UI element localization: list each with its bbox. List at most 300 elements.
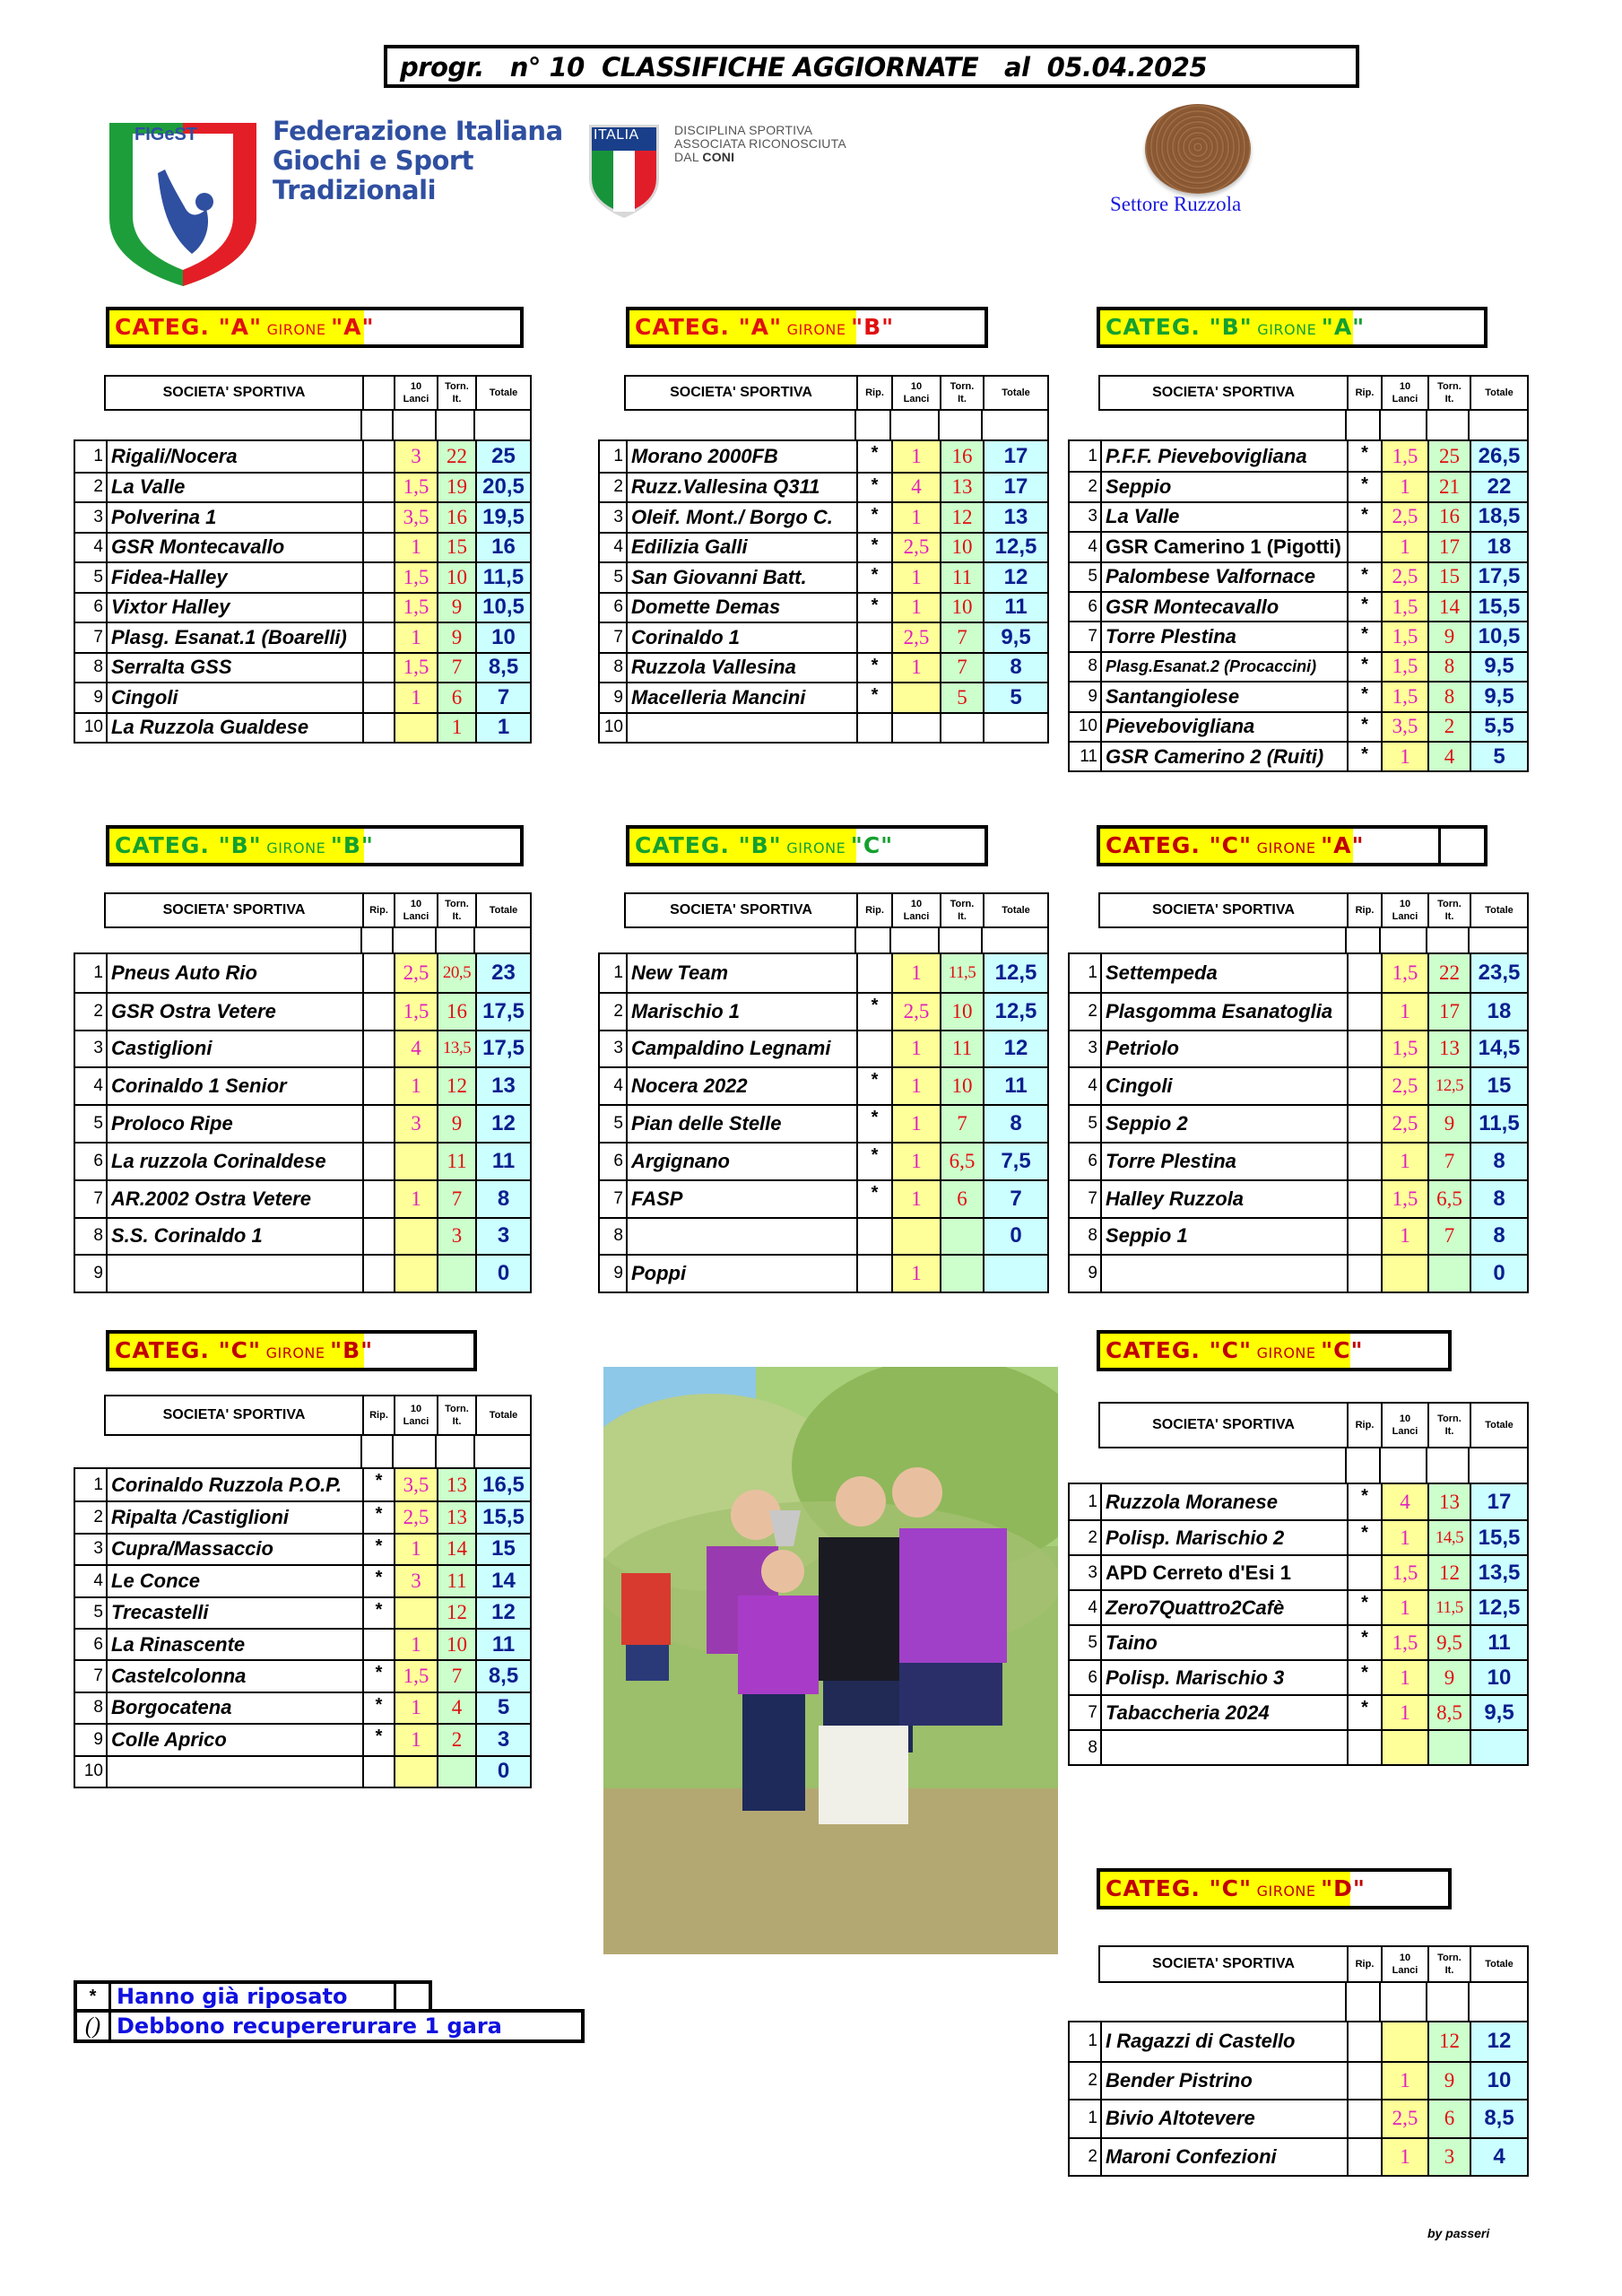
total-score-cell: 0 — [1470, 1256, 1527, 1292]
team-name-cell: Taino — [1100, 1626, 1347, 1659]
lanci-score-cell: 1,5 — [394, 994, 437, 1030]
position-cell: 3 — [93, 1539, 103, 1559]
table-spacer — [360, 409, 532, 439]
girone-letter: "B" — [330, 832, 374, 858]
tornei-score-cell: 13 — [1427, 1484, 1470, 1519]
team-name-cell: Corinaldo 1 — [626, 623, 856, 652]
position-cell: 7 — [613, 1188, 623, 1208]
position-cell: 9 — [93, 1729, 103, 1749]
table-spacer — [1345, 409, 1529, 439]
lanci-score-cell: 2,5 — [1381, 563, 1427, 591]
rested-cell: * — [856, 594, 891, 622]
girone-letter: "A" — [1321, 314, 1366, 340]
spacer-cell — [435, 409, 473, 439]
lanci-score-cell: 1 — [1381, 473, 1427, 500]
table-row — [75, 592, 530, 622]
position-cell: 2 — [1088, 477, 1097, 497]
table-row — [1070, 1694, 1527, 1729]
table-header-a-a — [104, 375, 532, 411]
table-row — [1070, 2099, 1527, 2137]
lanci-score-cell: 1,5 — [1381, 653, 1427, 681]
total-score-cell: 8 — [1470, 1181, 1527, 1217]
lanci-score-cell: 3 — [394, 1106, 437, 1142]
column-header-totale: Totale — [475, 894, 530, 926]
position-cell: 1 — [1088, 2109, 1097, 2128]
girone-letter: "D" — [1321, 1875, 1366, 1901]
tornei-score-cell: 10 — [940, 994, 983, 1030]
spacer-cell — [854, 926, 889, 952]
rested-cell: * — [1347, 743, 1381, 770]
position-cell: 1 — [1088, 962, 1097, 982]
team-name-cell: GSR Camerino 1 (Pigotti) — [1100, 533, 1347, 561]
category-name: CATEG. "A" — [635, 314, 783, 340]
category-label-text — [1106, 1875, 1366, 1901]
total-score-cell: 15 — [475, 1535, 530, 1564]
rested-cell — [362, 994, 394, 1030]
column-header-totale: Totale — [1470, 377, 1527, 409]
rested-cell — [1347, 1106, 1381, 1142]
team-name-cell: Plasg. Esanat.1 (Boarelli) — [106, 623, 362, 652]
lanci-score-cell: 4 — [891, 474, 940, 502]
table-row — [600, 712, 1047, 743]
table-row — [75, 1533, 530, 1564]
position-cell: 8 — [93, 1698, 103, 1718]
table-row — [75, 622, 530, 652]
category-label-text — [115, 314, 375, 340]
table-row — [1070, 1066, 1527, 1104]
girone-word: GIRONE — [261, 1344, 331, 1361]
team-name-cell: Poppi — [626, 1256, 856, 1292]
team-name-cell: La Ruzzola Gualdese — [106, 714, 362, 743]
table-row — [1070, 1104, 1527, 1142]
column-header-totale: Totale — [983, 377, 1047, 409]
rested-cell: * — [362, 1502, 394, 1532]
tornei-score-cell: 11 — [437, 1144, 475, 1179]
table-row — [1070, 621, 1527, 650]
table-spacer — [1345, 926, 1529, 952]
total-score-cell: 0 — [475, 1757, 530, 1787]
table-row — [75, 1659, 530, 1691]
recover-symbol: () — [77, 2013, 111, 2039]
tornei-score-cell: 21 — [1427, 473, 1470, 500]
title-box — [384, 45, 1359, 88]
team-name-cell: La ruzzola Corinaldese — [106, 1144, 362, 1179]
table-row — [1070, 531, 1527, 561]
column-header-totale: Totale — [983, 894, 1047, 926]
coni-badge: ITALIA — [594, 127, 639, 143]
position-cell: 3 — [613, 1039, 623, 1058]
tornei-score-cell: 5 — [940, 683, 983, 712]
table-row — [600, 1066, 1047, 1104]
position-cell: 8 — [93, 657, 103, 677]
total-score-cell: 14 — [475, 1566, 530, 1596]
position-cell: 10 — [83, 718, 103, 737]
total-score-cell: 9,5 — [1470, 683, 1527, 710]
column-header-lanci: 10 Lanci — [1381, 894, 1427, 926]
total-score-cell: 12,5 — [983, 954, 1047, 992]
position-cell: 3 — [1088, 1039, 1097, 1058]
table-row — [1070, 1484, 1527, 1519]
team-name-cell: Nocera 2022 — [626, 1068, 856, 1104]
spacer-cell — [981, 409, 1049, 439]
tornei-score-cell: 12,5 — [1427, 1068, 1470, 1104]
rested-cell — [1347, 1031, 1381, 1067]
tornei-score-cell: 6,5 — [940, 1144, 983, 1179]
total-score-cell: 10,5 — [1470, 622, 1527, 650]
position-cell: 2 — [613, 1001, 623, 1021]
rested-cell — [362, 1219, 394, 1255]
rested-cell — [856, 714, 891, 743]
spacer-cell — [1468, 1447, 1529, 1483]
tornei-score-cell — [437, 1256, 475, 1292]
column-header-torn: Torn. It. — [437, 894, 475, 926]
tornei-score-cell: 20,5 — [437, 954, 475, 992]
coni-line-bold: CONI — [702, 150, 735, 164]
tornei-score-cell: 17 — [1427, 994, 1470, 1030]
total-score-cell: 17 — [1470, 1484, 1527, 1519]
table-row — [600, 682, 1047, 712]
tornei-score-cell: 10 — [940, 1068, 983, 1104]
team-name-cell: Corinaldo 1 Senior — [106, 1068, 362, 1104]
table-spacer — [1345, 1447, 1529, 1483]
category-label-a-a — [106, 307, 524, 348]
total-score-cell: 18 — [1470, 994, 1527, 1030]
total-score-cell: 11 — [475, 1630, 530, 1659]
position-cell: 9 — [613, 1264, 623, 1283]
column-header-torn: Torn. It. — [437, 1396, 475, 1434]
position-cell: 7 — [1088, 627, 1097, 647]
rested-cell: * — [856, 654, 891, 683]
position-cell: 2 — [93, 477, 103, 497]
team-name-cell: GSR Montecavallo — [1100, 593, 1347, 621]
column-header-totale: Totale — [475, 377, 530, 409]
tornei-score-cell: 7 — [1427, 1144, 1470, 1179]
lanci-score-cell: 1 — [394, 1068, 437, 1104]
rested-cell: * — [1347, 441, 1381, 471]
rested-cell — [362, 1068, 394, 1104]
position-cell: 4 — [1088, 1597, 1097, 1617]
lanci-score-cell: 4 — [1381, 1484, 1427, 1519]
spacer-cell — [360, 409, 392, 439]
lanci-score-cell — [891, 683, 940, 712]
table-row — [1070, 2022, 1527, 2061]
lanci-score-cell: 1,5 — [1381, 622, 1427, 650]
lanci-score-cell: 1,5 — [1381, 441, 1427, 471]
lanci-score-cell — [394, 1219, 437, 1255]
category-label-text — [635, 832, 893, 858]
table-header-c-b — [104, 1395, 532, 1436]
total-score-cell: 12 — [475, 1598, 530, 1628]
table-row — [1070, 681, 1527, 710]
tornei-score-cell: 12 — [1427, 2022, 1470, 2061]
coni-line-prefix: DAL — [674, 150, 703, 164]
total-score-cell: 18 — [1470, 533, 1527, 561]
team-name-cell — [1100, 1256, 1347, 1292]
tornei-score-cell: 3 — [437, 1219, 475, 1255]
tornei-score-cell: 1 — [437, 714, 475, 743]
lanci-score-cell: 1 — [394, 534, 437, 562]
team-name-cell: Castiglioni — [106, 1031, 362, 1067]
team-name-cell: Petriolo — [1100, 1031, 1347, 1067]
tornei-score-cell: 16 — [1427, 503, 1470, 531]
standings-table-a-b — [598, 439, 1049, 744]
team-name-cell: Rigali/Nocera — [106, 441, 362, 472]
rested-cell — [856, 623, 891, 652]
rested-cell: * — [856, 683, 891, 712]
position-cell: 6 — [613, 597, 623, 617]
tornei-score-cell — [940, 714, 983, 743]
lanci-score-cell: 4 — [394, 1031, 437, 1067]
tornei-score-cell: 9 — [1427, 1661, 1470, 1694]
lanci-score-cell: 1,5 — [394, 654, 437, 683]
spacer-cell — [392, 1434, 435, 1467]
table-row — [75, 1104, 530, 1142]
rested-cell — [1347, 1556, 1381, 1589]
team-name-cell: La Valle — [1100, 503, 1347, 531]
table-spacer — [360, 926, 532, 952]
column-header-torn: Torn. It. — [1427, 894, 1470, 926]
rested-cell — [362, 1031, 394, 1067]
team-name-cell: Bender Pistrino — [1100, 2063, 1347, 2100]
total-score-cell: 7 — [475, 683, 530, 712]
table-row — [75, 1030, 530, 1067]
rested-cell — [362, 1757, 394, 1787]
total-score-cell: 15,5 — [1470, 593, 1527, 621]
column-header-torn: Torn. It. — [940, 894, 983, 926]
figest-line: Giochi e Sport — [273, 145, 474, 176]
table-row — [600, 1254, 1047, 1292]
position-cell: 5 — [613, 567, 623, 587]
rested-cell: * — [362, 1693, 394, 1723]
column-header-rip: Rip. — [362, 1396, 394, 1434]
page-title: progr. n° 10 CLASSIFICHE AGGIORNATE al 05.04.2025 — [400, 52, 1208, 83]
total-score-cell: 23 — [475, 954, 530, 992]
lanci-score-cell: 2,5 — [1381, 1106, 1427, 1142]
team-name-cell: Trecastelli — [106, 1598, 362, 1628]
table-row — [75, 1066, 530, 1104]
tornei-score-cell: 9 — [1427, 2063, 1470, 2100]
position-cell: 9 — [613, 687, 623, 707]
table-row — [75, 652, 530, 683]
rested-cell — [362, 441, 394, 472]
spacer-cell — [473, 409, 532, 439]
lanci-score-cell: 1 — [394, 1630, 437, 1659]
category-name: CATEG. "C" — [1106, 832, 1253, 858]
column-header-rip: Rip. — [1347, 894, 1381, 926]
tornei-score-cell — [1427, 1731, 1470, 1764]
team-name-cell — [626, 714, 856, 743]
tornei-score-cell: 25 — [1427, 441, 1470, 471]
rested-cell: * — [856, 1068, 891, 1104]
team-name-cell: Cingoli — [106, 683, 362, 712]
lanci-score-cell: 1,5 — [1381, 1626, 1427, 1659]
column-header-name: SOCIETA' SPORTIVA — [162, 1407, 306, 1422]
position-cell: 2 — [93, 1508, 103, 1527]
lanci-score-cell — [891, 1219, 940, 1255]
team-name-cell: Seppio 2 — [1100, 1106, 1347, 1142]
position-cell: 5 — [613, 1114, 623, 1134]
category-label-text — [115, 1337, 373, 1363]
column-header-rip: Rip. — [856, 894, 891, 926]
spacer-cell — [1468, 926, 1529, 952]
lanci-score-cell: 1 — [1381, 994, 1427, 1030]
column-header-rip: Rip. — [1347, 377, 1381, 409]
lanci-score-cell — [394, 1256, 437, 1292]
total-score-cell: 12,5 — [1470, 1591, 1527, 1624]
lanci-score-cell: 1 — [891, 954, 940, 992]
lanci-score-cell — [1381, 1256, 1427, 1292]
tornei-score-cell: 13 — [437, 1469, 475, 1500]
lanci-score-cell: 1 — [1381, 1696, 1427, 1729]
total-score-cell: 4 — [1470, 2139, 1527, 2176]
rested-cell — [362, 1106, 394, 1142]
column-header-name: SOCIETA' SPORTIVA — [1152, 1417, 1295, 1432]
team-name-cell: Seppio 1 — [1100, 1219, 1347, 1255]
category-label-divider — [1438, 829, 1441, 863]
position-cell: 7 — [93, 627, 103, 647]
table-row — [600, 532, 1047, 562]
rested-cell: * — [856, 474, 891, 502]
team-name-cell: Castelcolonna — [106, 1661, 362, 1691]
lanci-score-cell: 1 — [1381, 2139, 1427, 2176]
position-cell: 6 — [1088, 1151, 1097, 1170]
lanci-score-cell: 1,5 — [1381, 1181, 1427, 1217]
tornei-score-cell: 7 — [437, 1181, 475, 1217]
position-cell: 2 — [93, 1001, 103, 1021]
position-cell: 4 — [613, 537, 623, 557]
lanci-score-cell: 1 — [1381, 533, 1427, 561]
total-score-cell: 12 — [983, 1031, 1047, 1067]
position-cell: 9 — [1088, 686, 1097, 706]
tornei-score-cell: 12 — [940, 503, 983, 532]
team-name-cell: GSR Camerino 2 (Ruiti) — [1100, 743, 1347, 770]
table-row — [600, 472, 1047, 502]
tornei-score-cell: 14 — [437, 1535, 475, 1564]
total-score-cell: 11 — [1470, 1626, 1527, 1659]
tornei-score-cell: 10 — [940, 534, 983, 562]
team-name-cell: Domette Demas — [626, 594, 856, 622]
team-name-cell: Tabaccheria 2024 — [1100, 1696, 1347, 1729]
tornei-score-cell — [437, 1757, 475, 1787]
table-row — [1070, 1142, 1527, 1179]
spacer-cell — [889, 409, 938, 439]
team-name-cell: Ripalta /Castiglioni — [106, 1502, 362, 1532]
column-header-totale: Totale — [1470, 1404, 1527, 1447]
total-score-cell: 13 — [475, 1068, 530, 1104]
table-row — [75, 1596, 530, 1628]
position-cell: 3 — [1088, 507, 1097, 526]
lanci-score-cell: 1,5 — [394, 474, 437, 502]
tornei-score-cell: 7 — [940, 623, 983, 652]
team-name-cell: Proloco Ripe — [106, 1106, 362, 1142]
tornei-score-cell: 10 — [940, 594, 983, 622]
spacer-cell — [1426, 1981, 1468, 2021]
lanci-score-cell: 1,5 — [1381, 683, 1427, 710]
position-cell: 6 — [93, 1634, 103, 1654]
column-header-totale: Totale — [1470, 1947, 1527, 1981]
table-row — [1070, 651, 1527, 681]
lanci-score-cell: 1 — [891, 503, 940, 532]
rested-cell — [362, 474, 394, 502]
category-name: CATEG. "A" — [115, 314, 263, 340]
table-row — [1070, 1589, 1527, 1624]
total-score-cell: 12 — [983, 563, 1047, 592]
position-cell: 5 — [1088, 567, 1097, 587]
tornei-score-cell: 4 — [1427, 743, 1470, 770]
spacer-cell — [1379, 1981, 1426, 2021]
position-cell: 4 — [1088, 536, 1097, 556]
credit: by passeri — [1427, 2226, 1490, 2240]
lanci-score-cell: 1 — [891, 1181, 940, 1217]
position-cell: 11 — [1080, 746, 1097, 766]
table-spacer — [854, 926, 1049, 952]
lanci-score-cell: 3 — [394, 1566, 437, 1596]
lanci-score-cell: 2,5 — [891, 534, 940, 562]
column-header-lanci: 10 Lanci — [1381, 377, 1427, 409]
table-row — [1070, 992, 1527, 1030]
column-header-lanci: 10 Lanci — [394, 377, 437, 409]
rested-cell: * — [1347, 563, 1381, 591]
total-score-cell: 11 — [983, 594, 1047, 622]
position-cell: 3 — [613, 507, 623, 526]
position-cell: 6 — [93, 597, 103, 617]
position-cell: 7 — [613, 627, 623, 647]
table-row — [1070, 1554, 1527, 1589]
position-cell: 10 — [83, 1761, 103, 1781]
total-score-cell: 10 — [475, 623, 530, 652]
team-name-cell: Pian delle Stelle — [626, 1106, 856, 1142]
girone-word: GIRONE — [262, 321, 332, 338]
tornei-score-cell: 8 — [1427, 683, 1470, 710]
total-score-cell: 15 — [1470, 1068, 1527, 1104]
column-header-name: SOCIETA' SPORTIVA — [1152, 902, 1295, 918]
rested-cell — [362, 503, 394, 532]
position-cell: 2 — [1088, 1001, 1097, 1021]
table-row — [1070, 2061, 1527, 2100]
total-score-cell: 20,5 — [475, 474, 530, 502]
rested-cell: * — [1347, 473, 1381, 500]
team-name-cell: Torre Plestina — [1100, 622, 1347, 650]
rested-cell — [856, 1256, 891, 1292]
team-name-cell: Seppio — [1100, 473, 1347, 500]
position-cell: 9 — [93, 1264, 103, 1283]
total-score-cell: 11,5 — [475, 563, 530, 592]
team-name-cell: I Ragazzi di Castello — [1100, 2022, 1347, 2061]
spacer-cell — [1345, 926, 1379, 952]
team-photo — [603, 1367, 1058, 1954]
lanci-score-cell: 1 — [394, 1181, 437, 1217]
rested-cell: * — [1347, 1626, 1381, 1659]
tornei-score-cell: 11 — [437, 1566, 475, 1596]
column-header-torn: Torn. It. — [1427, 1947, 1470, 1981]
table-row — [75, 1755, 530, 1787]
lanci-score-cell: 1 — [1381, 1144, 1427, 1179]
table-row — [600, 501, 1047, 532]
table-spacer — [854, 409, 1049, 439]
team-name-cell: Argignano — [626, 1144, 856, 1179]
tornei-score-cell: 9 — [1427, 622, 1470, 650]
figest-line: Tradizionali — [273, 175, 437, 205]
total-score-cell: 12 — [1470, 2022, 1527, 2061]
total-score-cell: 16 — [475, 534, 530, 562]
table-spacer — [360, 1434, 532, 1467]
tornei-score-cell: 11,5 — [940, 954, 983, 992]
position-cell: 4 — [93, 1570, 103, 1590]
total-score-cell: 11 — [983, 1068, 1047, 1104]
team-name-cell: GSR Ostra Vetere — [106, 994, 362, 1030]
spacer-cell — [981, 926, 1049, 952]
rested-cell — [362, 1144, 394, 1179]
